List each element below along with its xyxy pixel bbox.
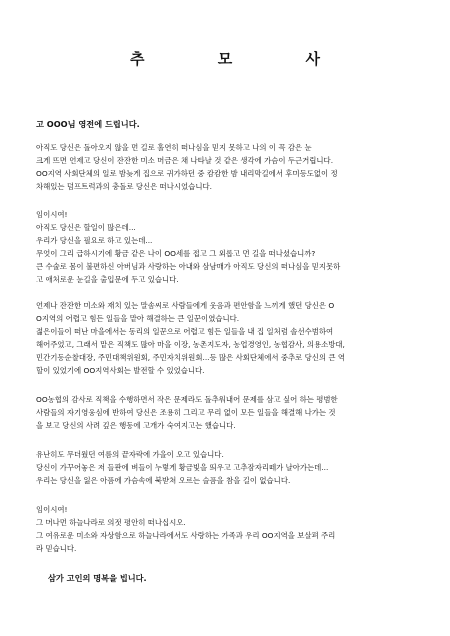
paragraph-line: 아직도 당신은 할일이 많은데... [36,223,136,232]
paragraph-3 [36,299,422,377]
paragraph-line: 당신이 가꾸어놓은 저 들판에 벼들이 누렇게 황금빛을 띄우고 고추잠자리떼가 날아가는데... [36,463,329,472]
paragraph-line: 우리가 당신을 필요로 하고 있는데... [36,236,153,245]
closing-line: 삼가 고인의 명복을 빕니다. [48,573,147,583]
paragraph-line: OO농협의 감사로 직책을 수행하면서 작은 문제라도 돌추워내어 문제를 삼고 싶어 하는 평범한 [36,395,338,404]
paragraph-line: 크게 뜨면 언제고 당신이 잔잔한 미소 머금은 채 나타날 것 같은 생각에 가슴이 두근거립니다. [36,156,334,165]
paragraph-line: 임이시여! [36,505,68,514]
paragraph-line: OO지역 사회단체의 일로 밤늦게 집으로 귀가하던 중 캄캄한 밤 내리막길에서 후미등도없이 정 [36,169,338,178]
paragraph-5 [36,448,422,487]
paragraph-line: 고 애처로운 눈길을 출입문에 두고 있습니다. [36,275,179,284]
paragraph-line: 해어주었고, 그래서 맡은 직책도 많아 마을 이장, 농촌지도자, 농업경영인, 농협감사, 의용소방대, [36,340,345,349]
paragraph-line: 아직도 당신은 돌아오지 않을 먼 길로 홀연히 떠나심을 믿지 못하고 나의 이 꼭 감은 눈 [36,143,312,152]
document-title: 추 모 사 [130,50,354,68]
paragraph-line: 언제나 잔잔한 미소와 재치 있는 말솜씨로 사람들에게 웃음과 편안함을 느끼게 했던 당신은 O [36,301,335,310]
paragraph-line: 을 보고 당신의 사려 깊은 행동에 고개가 숙여지고는 했습니다. [36,421,236,430]
paragraph-line: 유난히도 무더웠던 여름의 끝자락에 가을이 오고 있습니다. [36,450,224,459]
paragraph-line: 할이 있었기에 OO지역사회는 발전할 수 있었습니다. [36,366,205,375]
paragraph-4 [36,393,422,432]
paragraph-6 [36,503,422,555]
dedication-heading: 고 OOO님 영전에 드립니다. [36,119,140,129]
paragraph-2 [36,208,422,286]
paragraph-line: 라 믿습니다. [36,544,77,553]
paragraph-line: 임이시여! [36,210,68,219]
paragraph-line: 사람들의 자기영웅심에 반하여 당신은 조용히 그리고 무리 없이 모든 일들을 해결해 나가는 것 [36,408,336,417]
paragraph-line: O지역의 어렵고 힘든 일들을 맡아 해결하는 큰 일꾼이였습니다. [36,314,240,323]
paragraph-line: 민간기동순찰대장, 주민대책위원회, 주민자치위원회...등 많은 사회단체에서 중추로 당신의 큰 역 [36,353,345,362]
paragraph-line: 젊은이들이 떠난 마을에서는 동리의 일꾼으로 어렵고 힘든 일들을 내 집 일처럼 솔선수범하여 [36,327,334,336]
paragraph-line: 차해있는 덤프트럭과의 충돌로 당신은 떠나시었습니다. [36,182,212,191]
paragraph-line: 큰 수술로 몸이 불편하신 아버님과 사랑하는 아내와 삼남매가 아직도 당신의 떠나심을 믿지못하 [36,262,341,271]
paragraph-line: 그 머나먼 하늘나라로 의젓 평안히 떠나십시오. [36,518,186,527]
paragraph-1 [36,141,422,193]
paragraph-line: 그 여유로운 미소와 자상함으로 하늘나라에서도 사랑하는 가족과 우리 OO지역을 보살펴 주리 [36,531,336,540]
paragraph-line: 우리는 당신을 잃은 아픔에 가슴속에 북받쳐 오르는 슬픔을 참을 길이 없습니다. [36,476,291,485]
paragraph-line: 무엇이 그리 급하시기에 황금 같은 나이 OO세를 접고 그 외롭고 먼 길을 떠나셨습니까? [36,249,316,258]
